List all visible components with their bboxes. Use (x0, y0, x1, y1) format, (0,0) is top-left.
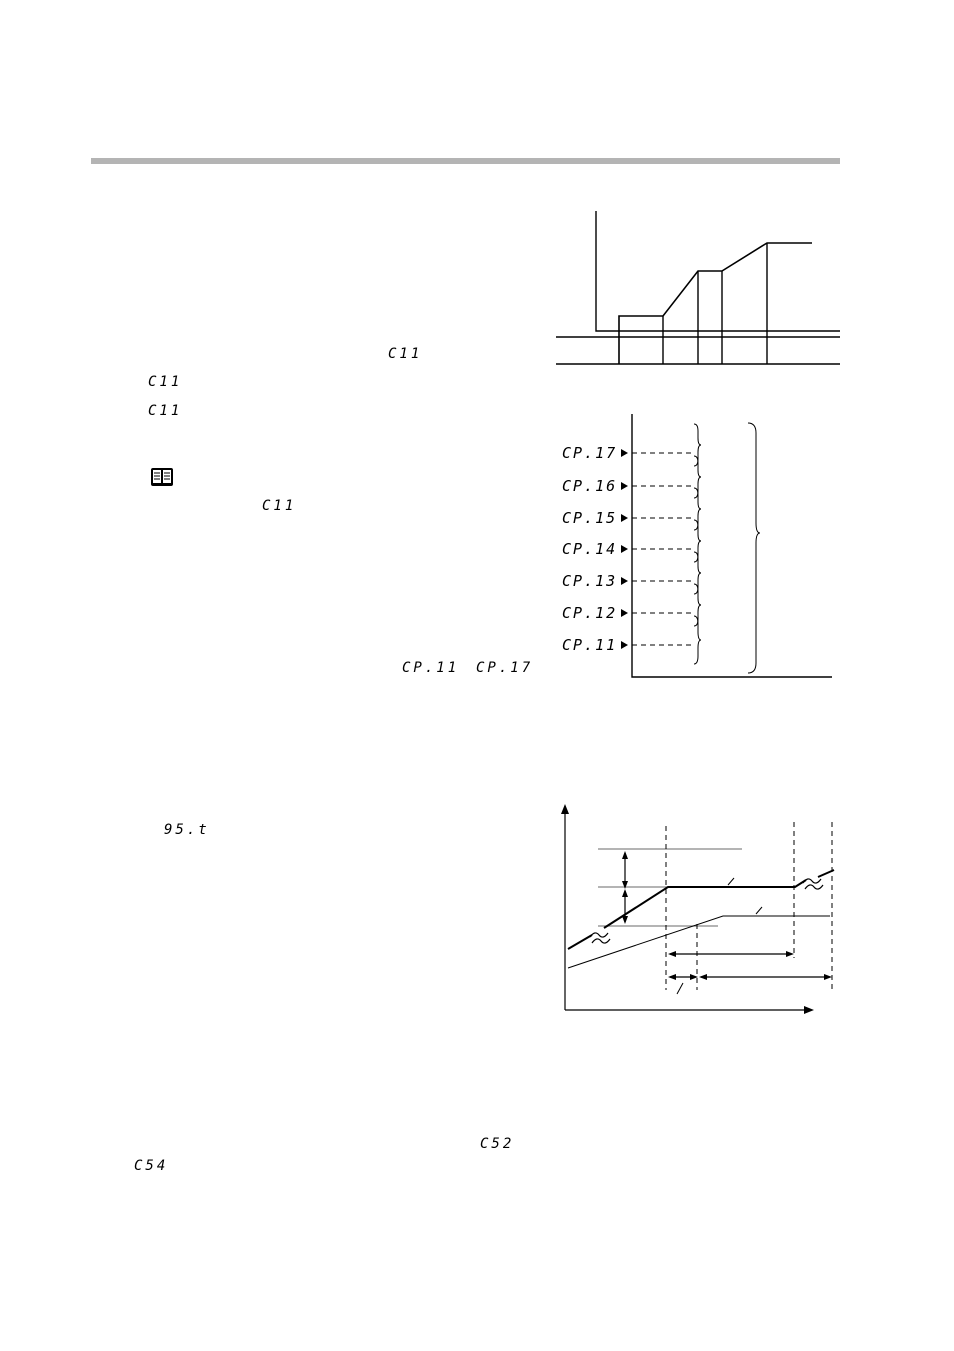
header-rule (91, 158, 840, 164)
code-c11-intro: C11 (388, 346, 423, 362)
code-cp-range-end: CP.17 (476, 660, 534, 676)
cp-label-13: CP.13 (562, 572, 618, 590)
cp-label-11: CP.11 (562, 636, 618, 654)
cp-label-16: CP.16 (562, 477, 618, 495)
code-c11-line3: C11 (148, 403, 183, 419)
cp-label-17: CP.17 (562, 444, 618, 462)
cp-label-15: CP.15 (562, 509, 618, 527)
code-c11-note: C11 (262, 498, 297, 514)
code-c11-line2: C11 (148, 374, 183, 390)
code-c54: C54 (134, 1158, 169, 1174)
cp-label-12: CP.12 (562, 604, 618, 622)
code-cp-range-start: CP.11 (402, 660, 460, 676)
code-c52: C52 (480, 1136, 515, 1152)
code-gst: 95.t (164, 822, 210, 838)
cp-label-14: CP.14 (562, 540, 618, 558)
